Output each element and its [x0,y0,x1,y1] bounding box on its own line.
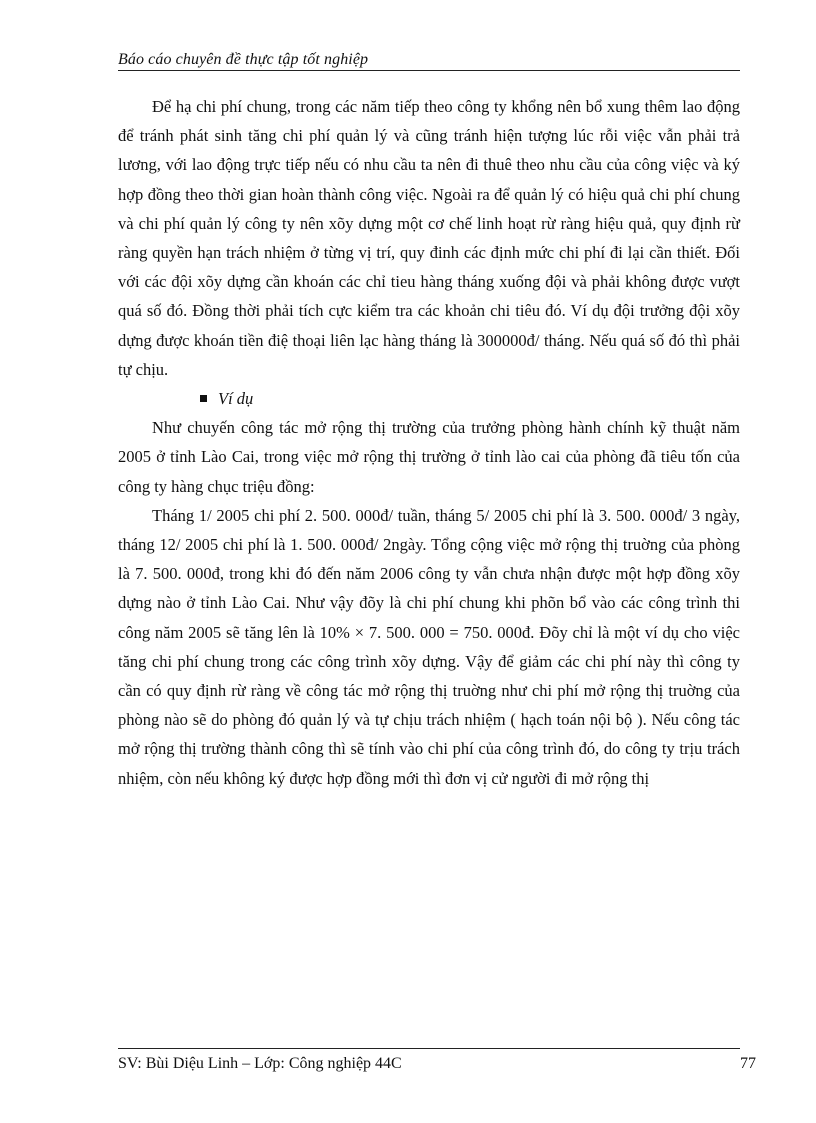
square-bullet-icon [200,395,207,402]
paragraph-cost-reduction: Để hạ chi phí chung, trong các năm tiếp theo công ty khổng nên bổ xung thêm lao động để tránh phát sinh tăng chi phí quản lý và cũng tránh hiện tượng lúc rỗi việc vẫn phải trả lương, với lao động trực tiếp nếu có nhu cầu ta nên đi thuê theo nhu cầu của công việc và ký hợp đồng theo thời gian hoàn thành công việc. Ngoài ra để quản lý có hiệu quả chi phí chung và chi phí quản lý công ty nên xõy dựng một cơ chế linh hoạt rừ ràng hiệu quả, quy định rừ ràng quyền hạn trách nhiệm ở từng vị trí, quy đinh các định mức chi phí đi lại cần thiết. Đối với các đội xõy dựng cần khoán các chỉ tieu hàng tháng xuống đội và phải không được vượt quá số đó. Đồng thời phải tích cực kiểm tra các khoản chi tiêu đó. Ví dụ đội trưởng đội xõy dựng được khoán tiền điệ thoại liên lạc hàng tháng là 300000đ/ tháng. Nếu quá số đó thì phải tự chịu. [118,97,740,379]
page-header [118,50,740,71]
paragraph-market-trip: Như chuyến công tác mở rộng thị trường của trưởng phòng hành chính kỹ thuật năm 2005 ở tỉnh Lào Cai, trong việc mở rộng thị trường ở tỉnh lào cai của phòng đã tiêu tốn của công ty hàng chục triệu đồng: [118,418,740,496]
page-number: 77 [740,1055,756,1072]
example-bullet [118,384,740,413]
footer-author: SV: Bùi Diệu Linh – Lớp: Công nghiệp 44C [118,1055,402,1072]
document-body [118,92,740,793]
example-bullet-label: Ví dụ [218,389,254,409]
header-title: Báo cáo chuyên đề thực tập tốt nghiệp [118,51,369,68]
footer-divider [118,1048,740,1049]
paragraph-cost-details: Tháng 1/ 2005 chi phí 2. 500. 000đ/ tuần, tháng 5/ 2005 chi phí là 3. 500. 000đ/ 3 ngày, tháng 12/ 2005 chi phí là 1. 500. 000đ/ 2ngày. Tổng cộng việc mở rộng thị truờng của phòng là 7. 500. 000đ, trong khi đó đến năm 2006 công ty vẫn chưa nhận được một hợp đồng xõy dựng nào ở tỉnh Lào Cai. Như vậy đõy là chi phí chung khi phõn bổ vào các công trình thi công năm 2005 sẽ tăng lên là 10% × 7. 500. 000 = 750. 000đ. Đõy chỉ là một ví dụ cho việc tăng chi phí chung trong các công trình xõy dựng. Vậy để giảm các chi phí này thì công ty cần có quy định rừ ràng về công tác mở rộng thị truờng như chi phí mở rộng thị truờng của phòng nào sẽ do phòng đó quản lý và tự chịu trách nhiệm ( hạch toán nội bộ ). Nếu công tác mở rộng thị trường thành công thì sẽ tính vào chi phí của công trình đó, do công ty trịu trách nhiệm, còn nếu không ký được hợp đồng mới thì đơn vị cử người đi mở rộng thị [118,505,740,788]
